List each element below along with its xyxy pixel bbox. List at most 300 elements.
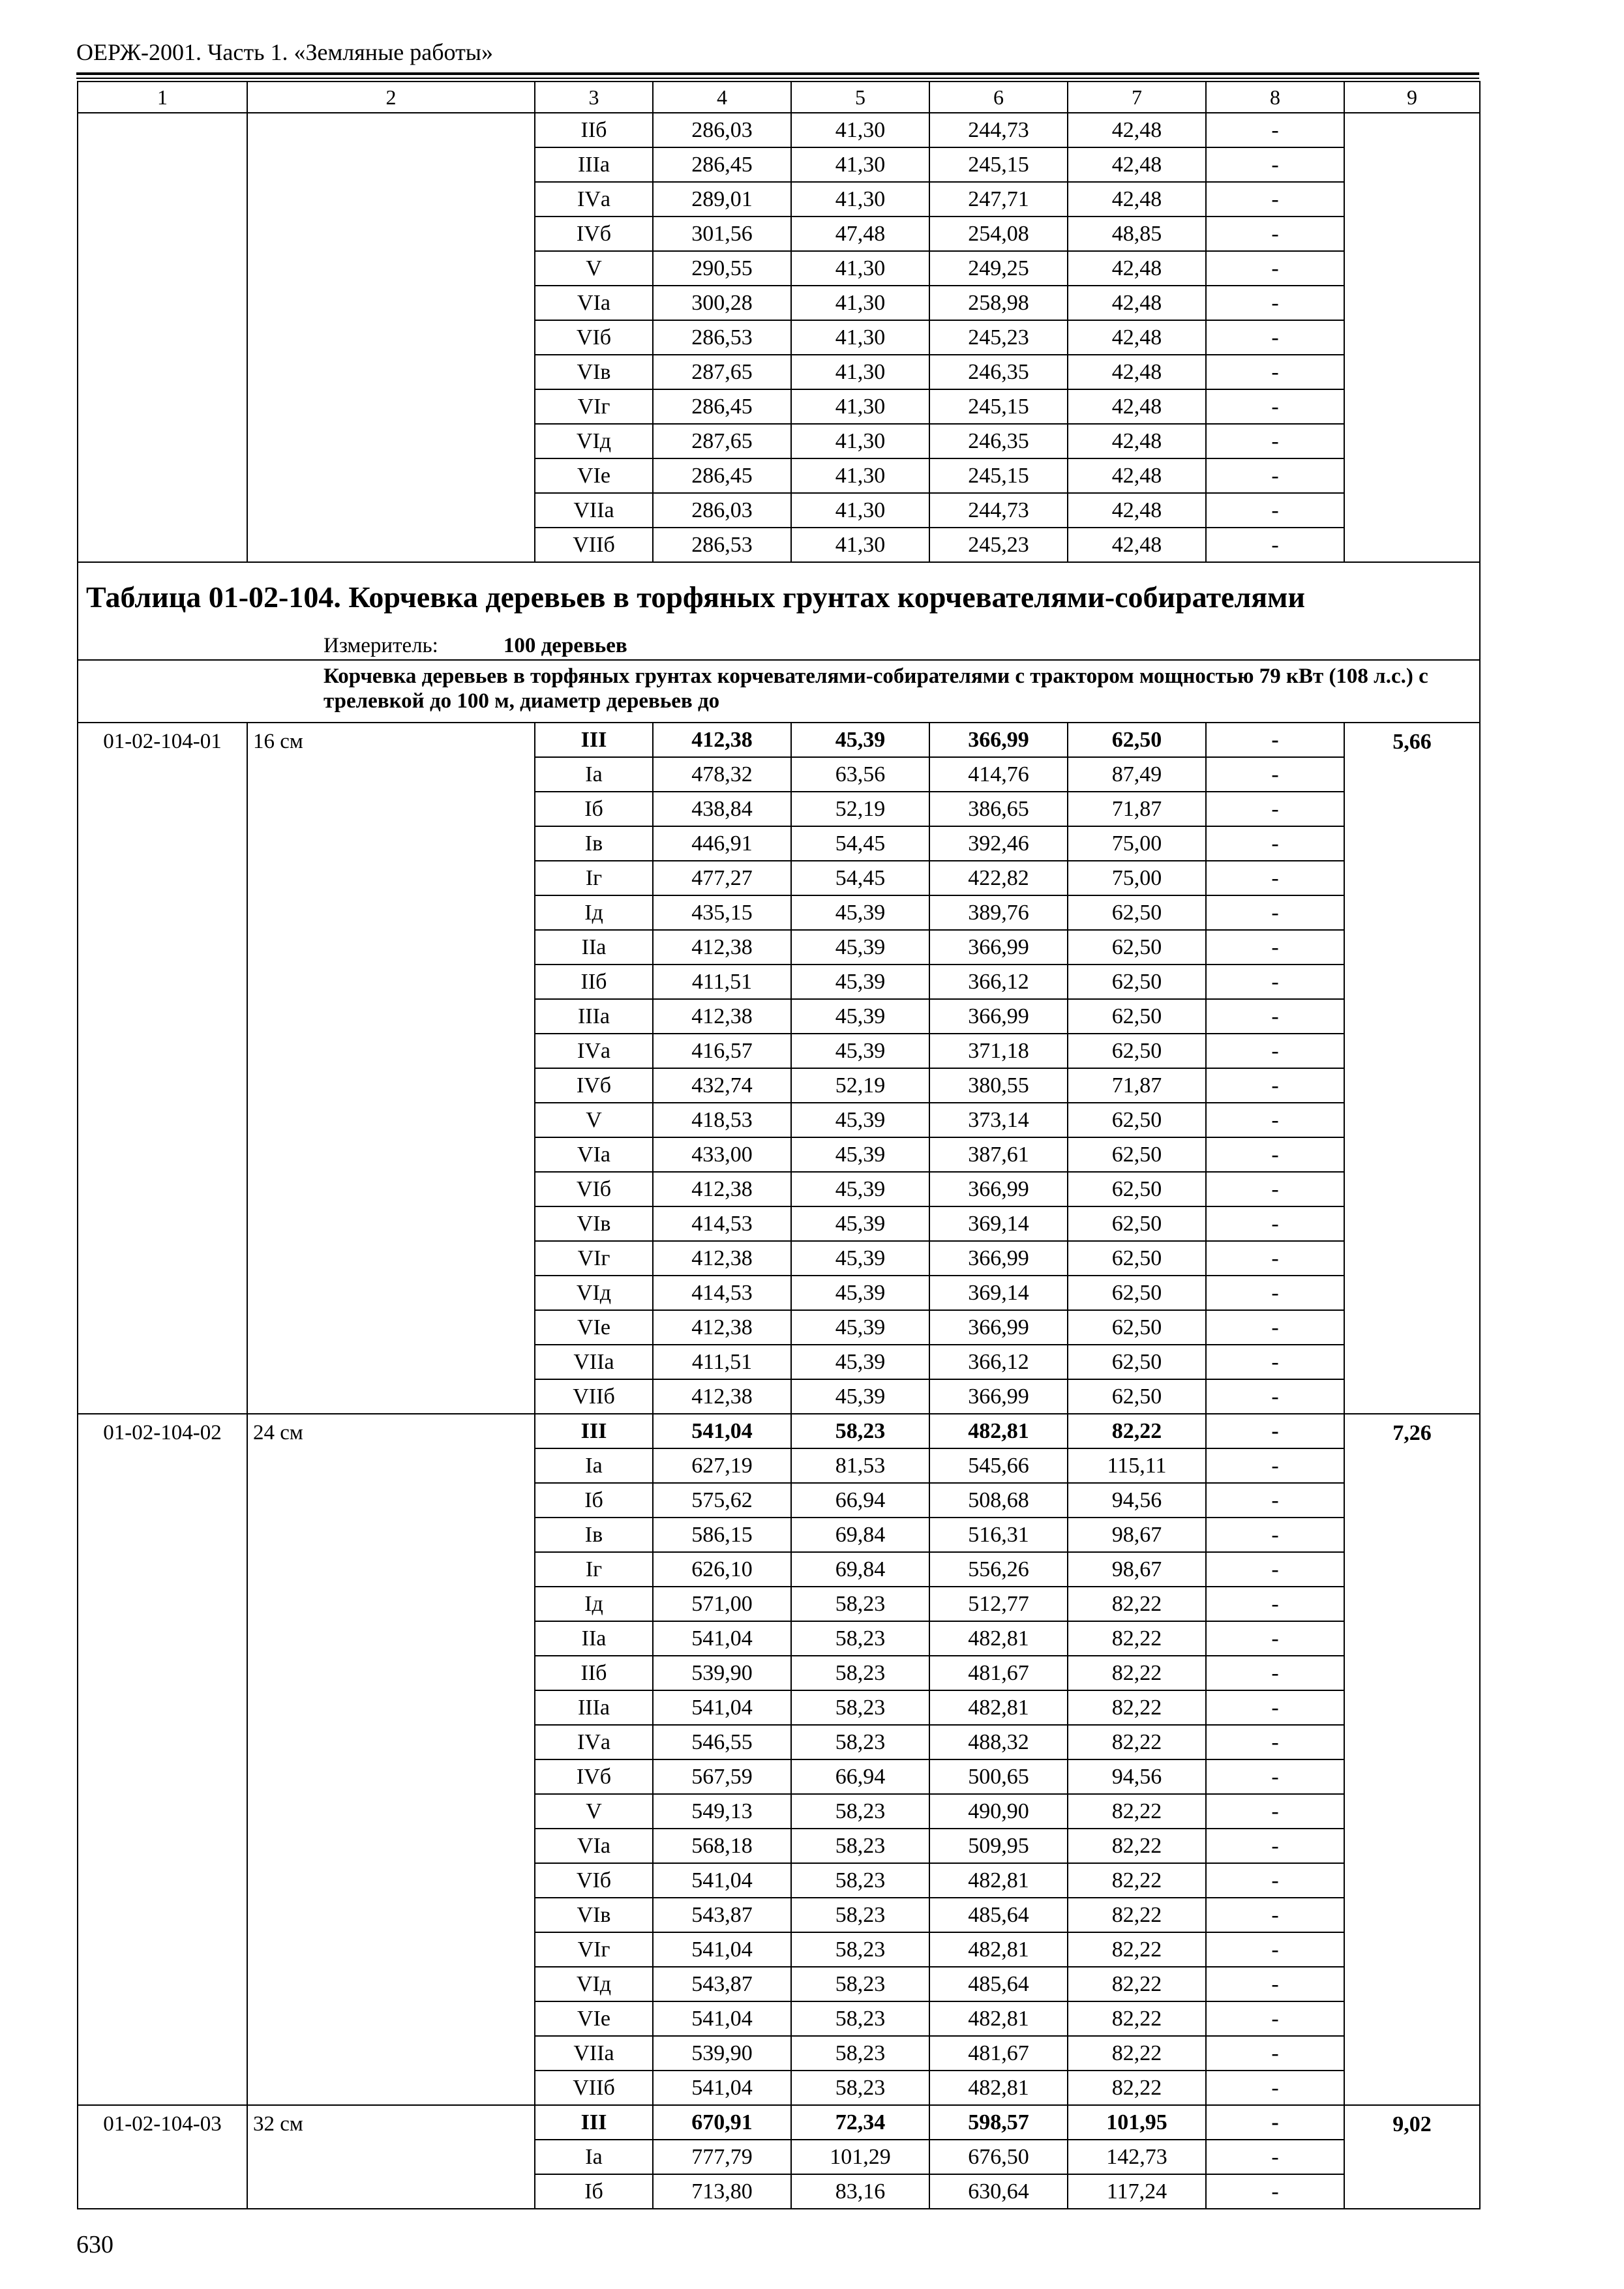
machinists-wages-cell: 62,50 <box>1068 1379 1206 1414</box>
materials-cell: - <box>1206 1483 1344 1518</box>
materials-cell: - <box>1206 217 1344 251</box>
soil-group-cell: VIа <box>535 1137 653 1172</box>
machines-cell: 392,46 <box>929 826 1068 861</box>
soil-group-cell: III <box>535 1414 653 1448</box>
materials-cell: - <box>1206 528 1344 562</box>
machines-cell: 509,95 <box>929 1829 1068 1863</box>
materials-cell: - <box>1206 1276 1344 1310</box>
machines-cell: 247,71 <box>929 182 1068 217</box>
machinists-wages-cell: 42,48 <box>1068 147 1206 182</box>
wages-cell: 58,23 <box>791 1656 929 1690</box>
machinists-wages-cell: 42,48 <box>1068 320 1206 355</box>
materials-cell: - <box>1206 1103 1344 1137</box>
machines-cell: 516,31 <box>929 1518 1068 1552</box>
total-cost-cell: 412,38 <box>653 1310 791 1345</box>
column-number: 7 <box>1068 82 1206 113</box>
machinists-wages-cell: 62,50 <box>1068 1345 1206 1379</box>
materials-cell: - <box>1206 1448 1344 1483</box>
machines-cell: 254,08 <box>929 217 1068 251</box>
machinists-wages-cell: 62,50 <box>1068 1310 1206 1345</box>
machines-cell: 500,65 <box>929 1759 1068 1794</box>
materials-cell: - <box>1206 1967 1344 2001</box>
materials-cell: - <box>1206 826 1344 861</box>
column-number: 3 <box>535 82 653 113</box>
soil-group-cell: VIе <box>535 2001 653 2036</box>
machinists-wages-cell: 115,11 <box>1068 1448 1206 1483</box>
total-cost-cell: 670,91 <box>653 2105 791 2140</box>
machinists-wages-cell: 62,50 <box>1068 1241 1206 1276</box>
parameter-cell <box>247 113 535 562</box>
soil-group-cell: IVа <box>535 1725 653 1759</box>
materials-cell: - <box>1206 1345 1344 1379</box>
machinists-wages-cell: 82,22 <box>1068 1829 1206 1863</box>
item-parameter: 16 см <box>247 723 535 1414</box>
wages-cell: 45,39 <box>791 1206 929 1241</box>
wages-cell: 58,23 <box>791 2036 929 2071</box>
materials-cell: - <box>1206 1518 1344 1552</box>
machinists-wages-cell: 75,00 <box>1068 861 1206 895</box>
machinists-wages-cell: 101,95 <box>1068 2105 1206 2140</box>
wages-cell: 72,34 <box>791 2105 929 2140</box>
wages-cell: 41,30 <box>791 147 929 182</box>
soil-group-cell: VIд <box>535 424 653 458</box>
total-cost-cell: 411,51 <box>653 1345 791 1379</box>
machines-cell: 366,99 <box>929 930 1068 965</box>
materials-cell: - <box>1206 1379 1344 1414</box>
total-cost-cell: 567,59 <box>653 1759 791 1794</box>
wages-cell: 58,23 <box>791 1794 929 1829</box>
wages-cell: 58,23 <box>791 1690 929 1725</box>
materials-cell: - <box>1206 251 1344 286</box>
total-cost-cell: 586,15 <box>653 1518 791 1552</box>
wages-cell: 41,30 <box>791 355 929 389</box>
machines-cell: 387,61 <box>929 1137 1068 1172</box>
wages-cell: 54,45 <box>791 861 929 895</box>
materials-cell: - <box>1206 1725 1344 1759</box>
wages-cell: 45,39 <box>791 1276 929 1310</box>
machinists-wages-cell: 82,22 <box>1068 1621 1206 1656</box>
soil-group-cell: IIа <box>535 930 653 965</box>
soil-group-cell: IVб <box>535 1068 653 1103</box>
wages-cell: 41,30 <box>791 458 929 493</box>
machines-cell: 373,14 <box>929 1103 1068 1137</box>
machinists-wages-cell: 42,48 <box>1068 286 1206 320</box>
machines-cell: 598,57 <box>929 2105 1068 2140</box>
machinists-wages-cell: 82,22 <box>1068 1863 1206 1898</box>
soil-group-cell: V <box>535 1794 653 1829</box>
materials-cell: - <box>1206 930 1344 965</box>
wages-cell: 41,30 <box>791 528 929 562</box>
soil-group-cell: Iб <box>535 2174 653 2209</box>
machines-cell: 366,12 <box>929 1345 1068 1379</box>
machinists-wages-cell: 82,22 <box>1068 1967 1206 2001</box>
total-cost-cell: 412,38 <box>653 1379 791 1414</box>
machines-cell: 488,32 <box>929 1725 1068 1759</box>
materials-cell: - <box>1206 286 1344 320</box>
machinists-wages-cell: 82,22 <box>1068 1656 1206 1690</box>
header-rule <box>76 72 1479 75</box>
wages-cell: 54,45 <box>791 826 929 861</box>
wages-cell: 58,23 <box>791 1967 929 2001</box>
soil-group-cell: IVа <box>535 1034 653 1068</box>
machines-cell: 482,81 <box>929 1932 1068 1967</box>
table-title-row <box>78 562 1480 632</box>
machines-cell: 258,98 <box>929 286 1068 320</box>
machinists-wages-cell: 82,22 <box>1068 1932 1206 1967</box>
machines-cell: 369,14 <box>929 1276 1068 1310</box>
total-cost-cell: 416,57 <box>653 1034 791 1068</box>
machinists-wages-cell: 62,50 <box>1068 1137 1206 1172</box>
materials-cell: - <box>1206 1759 1344 1794</box>
materials-cell: - <box>1206 1829 1344 1863</box>
machinists-wages-cell: 71,87 <box>1068 1068 1206 1103</box>
machinists-wages-cell: 42,48 <box>1068 389 1206 424</box>
soil-group-cell: VIIб <box>535 1379 653 1414</box>
column-number: 9 <box>1344 82 1480 113</box>
machinists-wages-cell: 117,24 <box>1068 2174 1206 2209</box>
soil-group-cell: Iв <box>535 826 653 861</box>
total-cost-cell: 286,53 <box>653 320 791 355</box>
materials-cell: - <box>1206 493 1344 528</box>
wages-cell: 45,39 <box>791 930 929 965</box>
soil-group-cell: VIд <box>535 1276 653 1310</box>
description-row <box>78 660 1480 723</box>
machinists-wages-cell: 98,67 <box>1068 1552 1206 1587</box>
materials-cell: - <box>1206 1898 1344 1932</box>
wages-cell: 45,39 <box>791 999 929 1034</box>
materials-cell: - <box>1206 1414 1344 1448</box>
total-cost-cell: 412,38 <box>653 1241 791 1276</box>
machinists-wages-cell: 82,22 <box>1068 1898 1206 1932</box>
total-cost-cell: 438,84 <box>653 792 791 826</box>
item-parameter: 32 см <box>247 2105 535 2209</box>
machines-cell: 245,23 <box>929 528 1068 562</box>
soil-group-cell: VIе <box>535 458 653 493</box>
soil-group-cell: Iв <box>535 1518 653 1552</box>
soil-group-cell: Iа <box>535 757 653 792</box>
total-cost-cell: 414,53 <box>653 1276 791 1310</box>
machinists-wages-cell: 82,22 <box>1068 1794 1206 1829</box>
wages-cell: 41,30 <box>791 113 929 147</box>
machines-cell: 482,81 <box>929 1621 1068 1656</box>
machines-cell: 481,67 <box>929 2036 1068 2071</box>
wages-cell: 47,48 <box>791 217 929 251</box>
item-parameter: 24 см <box>247 1414 535 2105</box>
wages-cell: 66,94 <box>791 1483 929 1518</box>
column-number-row <box>78 82 1480 113</box>
soil-group-cell: VIг <box>535 1241 653 1276</box>
total-cost-cell: 541,04 <box>653 1414 791 1448</box>
total-cost-cell: 286,45 <box>653 458 791 493</box>
soil-group-cell: VIе <box>535 1310 653 1345</box>
machinists-wages-cell: 94,56 <box>1068 1483 1206 1518</box>
machinists-wages-cell: 71,87 <box>1068 792 1206 826</box>
soil-group-cell: VIIа <box>535 2036 653 2071</box>
materials-cell: - <box>1206 1587 1344 1621</box>
total-cost-cell: 543,87 <box>653 1898 791 1932</box>
wages-cell: 41,30 <box>791 286 929 320</box>
soil-group-cell: III <box>535 723 653 757</box>
unit-cell <box>78 632 1480 660</box>
machines-cell: 371,18 <box>929 1034 1068 1068</box>
soil-group-cell: Iб <box>535 1483 653 1518</box>
soil-group-cell: Iа <box>535 2140 653 2174</box>
table-title: Таблица 01-02-104. Корчевка деревьев в торфяных грунтах корчевателями-собирателями <box>78 562 1480 632</box>
machines-cell: 512,77 <box>929 1587 1068 1621</box>
machinists-wages-cell: 62,50 <box>1068 1206 1206 1241</box>
labor-cost-value: 9,02 <box>1344 2105 1480 2209</box>
soil-group-cell: IVб <box>535 1759 653 1794</box>
soil-group-cell: IIIа <box>535 999 653 1034</box>
wages-cell: 45,39 <box>791 1379 929 1414</box>
table-body <box>78 82 1480 2209</box>
machinists-wages-cell: 98,67 <box>1068 1518 1206 1552</box>
machines-cell: 481,67 <box>929 1656 1068 1690</box>
materials-cell: - <box>1206 1621 1344 1656</box>
materials-cell: - <box>1206 861 1344 895</box>
soil-group-cell: VIв <box>535 1206 653 1241</box>
machinists-wages-cell: 42,48 <box>1068 355 1206 389</box>
wages-cell: 52,19 <box>791 792 929 826</box>
machinists-wages-cell: 94,56 <box>1068 1759 1206 1794</box>
total-cost-cell: 286,03 <box>653 493 791 528</box>
wages-cell: 41,30 <box>791 251 929 286</box>
machines-cell: 366,99 <box>929 723 1068 757</box>
soil-group-cell: IIIа <box>535 147 653 182</box>
machines-cell: 485,64 <box>929 1967 1068 2001</box>
machines-cell: 676,50 <box>929 2140 1068 2174</box>
materials-cell: - <box>1206 792 1344 826</box>
total-cost-cell: 568,18 <box>653 1829 791 1863</box>
machines-cell: 389,76 <box>929 895 1068 930</box>
wages-cell: 45,39 <box>791 965 929 999</box>
wages-cell: 58,23 <box>791 1898 929 1932</box>
machinists-wages-cell: 82,22 <box>1068 1414 1206 1448</box>
wages-cell: 41,30 <box>791 320 929 355</box>
materials-cell: - <box>1206 1310 1344 1345</box>
wages-cell: 45,39 <box>791 895 929 930</box>
materials-cell: - <box>1206 2001 1344 2036</box>
total-cost-cell: 541,04 <box>653 1863 791 1898</box>
work-description: Корчевка деревьев в торфяных грунтах корчевателями-собирателями с трактором мощностью 79 кВт (108 л.с.) с трелевкой до 100 м, диаметр деревьев до <box>78 660 1480 723</box>
materials-cell: - <box>1206 1172 1344 1206</box>
wages-cell: 101,29 <box>791 2140 929 2174</box>
soil-group-cell: VIд <box>535 1967 653 2001</box>
machinists-wages-cell: 75,00 <box>1068 826 1206 861</box>
total-cost-cell: 433,00 <box>653 1137 791 1172</box>
total-cost-cell: 541,04 <box>653 2071 791 2105</box>
wages-cell: 41,30 <box>791 493 929 528</box>
machinists-wages-cell: 62,50 <box>1068 1034 1206 1068</box>
materials-cell: - <box>1206 1932 1344 1967</box>
wages-cell: 63,56 <box>791 757 929 792</box>
table-row <box>78 113 1480 147</box>
machines-cell: 246,35 <box>929 424 1068 458</box>
machinists-wages-cell: 42,48 <box>1068 528 1206 562</box>
machines-cell: 366,99 <box>929 1241 1068 1276</box>
materials-cell: - <box>1206 147 1344 182</box>
soil-group-cell: IVб <box>535 217 653 251</box>
materials-cell: - <box>1206 2174 1344 2209</box>
wages-cell: 45,39 <box>791 1137 929 1172</box>
total-cost-cell: 541,04 <box>653 1932 791 1967</box>
soil-group-cell: IIб <box>535 113 653 147</box>
machinists-wages-cell: 82,22 <box>1068 1690 1206 1725</box>
machines-cell: 380,55 <box>929 1068 1068 1103</box>
machinists-wages-cell: 87,49 <box>1068 757 1206 792</box>
materials-cell: - <box>1206 1690 1344 1725</box>
labor-cost-value: 7,26 <box>1344 1414 1480 2105</box>
materials-cell: - <box>1206 895 1344 930</box>
wages-cell: 58,23 <box>791 2001 929 2036</box>
total-cost-cell: 446,91 <box>653 826 791 861</box>
soil-group-cell: IIIа <box>535 1690 653 1725</box>
machines-cell: 245,15 <box>929 147 1068 182</box>
machinists-wages-cell: 42,48 <box>1068 182 1206 217</box>
unit-label: Измеритель: <box>323 633 438 657</box>
machinists-wages-cell: 62,50 <box>1068 723 1206 757</box>
machines-cell: 366,99 <box>929 1310 1068 1345</box>
code-cell <box>78 113 247 562</box>
page-number: 630 <box>76 2231 113 2258</box>
materials-cell: - <box>1206 1206 1344 1241</box>
materials-cell: - <box>1206 1241 1344 1276</box>
machinists-wages-cell: 62,50 <box>1068 1103 1206 1137</box>
total-cost-cell: 777,79 <box>653 2140 791 2174</box>
total-cost-cell: 287,65 <box>653 424 791 458</box>
machinists-wages-cell: 62,50 <box>1068 999 1206 1034</box>
wages-cell: 58,23 <box>791 1621 929 1656</box>
machinists-wages-cell: 82,22 <box>1068 2036 1206 2071</box>
soil-group-cell: Iа <box>535 1448 653 1483</box>
total-cost-cell: 626,10 <box>653 1552 791 1587</box>
materials-cell: - <box>1206 2036 1344 2071</box>
machines-cell: 386,65 <box>929 792 1068 826</box>
machines-cell: 482,81 <box>929 1414 1068 1448</box>
machines-cell: 422,82 <box>929 861 1068 895</box>
running-header: ОЕРЖ-2001. Часть 1. «Земляные работы» <box>76 39 493 65</box>
materials-cell: - <box>1206 458 1344 493</box>
total-cost-cell: 627,19 <box>653 1448 791 1483</box>
table-row <box>78 723 1480 757</box>
labor-cost-cell <box>1344 113 1480 562</box>
soil-group-cell: VIIб <box>535 528 653 562</box>
materials-cell: - <box>1206 2071 1344 2105</box>
unit-value: 100 деревьев <box>503 633 627 657</box>
total-cost-cell: 286,45 <box>653 389 791 424</box>
machines-cell: 246,35 <box>929 355 1068 389</box>
soil-group-cell: VIIа <box>535 493 653 528</box>
total-cost-cell: 539,90 <box>653 2036 791 2071</box>
item-code: 01-02-104-01 <box>78 723 247 1414</box>
header-rule-thin <box>76 78 1479 79</box>
materials-cell: - <box>1206 1034 1344 1068</box>
total-cost-cell: 541,04 <box>653 2001 791 2036</box>
machines-cell: 244,73 <box>929 113 1068 147</box>
total-cost-cell: 543,87 <box>653 1967 791 2001</box>
table-row <box>78 2105 1480 2140</box>
machines-cell: 249,25 <box>929 251 1068 286</box>
wages-cell: 45,39 <box>791 1241 929 1276</box>
norms-table <box>77 81 1481 2209</box>
total-cost-cell: 478,32 <box>653 757 791 792</box>
column-number: 1 <box>78 82 247 113</box>
machines-cell: 244,73 <box>929 493 1068 528</box>
machinists-wages-cell: 82,22 <box>1068 2071 1206 2105</box>
total-cost-cell: 411,51 <box>653 965 791 999</box>
unit-row <box>78 632 1480 660</box>
wages-cell: 58,23 <box>791 1863 929 1898</box>
total-cost-cell: 541,04 <box>653 1690 791 1725</box>
wages-cell: 58,23 <box>791 1932 929 1967</box>
materials-cell: - <box>1206 757 1344 792</box>
machinists-wages-cell: 142,73 <box>1068 2140 1206 2174</box>
total-cost-cell: 286,03 <box>653 113 791 147</box>
wages-cell: 69,84 <box>791 1552 929 1587</box>
total-cost-cell: 301,56 <box>653 217 791 251</box>
wages-cell: 41,30 <box>791 389 929 424</box>
machinists-wages-cell: 82,22 <box>1068 2001 1206 2036</box>
total-cost-cell: 412,38 <box>653 999 791 1034</box>
total-cost-cell: 300,28 <box>653 286 791 320</box>
machines-cell: 245,15 <box>929 389 1068 424</box>
wages-cell: 58,23 <box>791 1829 929 1863</box>
wages-cell: 58,23 <box>791 1587 929 1621</box>
machinists-wages-cell: 62,50 <box>1068 1276 1206 1310</box>
machines-cell: 630,64 <box>929 2174 1068 2209</box>
wages-cell: 83,16 <box>791 2174 929 2209</box>
wages-cell: 45,39 <box>791 1034 929 1068</box>
machines-cell: 482,81 <box>929 2001 1068 2036</box>
wages-cell: 45,39 <box>791 1103 929 1137</box>
total-cost-cell: 289,01 <box>653 182 791 217</box>
soil-group-cell: VIа <box>535 1829 653 1863</box>
soil-group-cell: IIа <box>535 1621 653 1656</box>
materials-cell: - <box>1206 424 1344 458</box>
wages-cell: 52,19 <box>791 1068 929 1103</box>
total-cost-cell: 571,00 <box>653 1587 791 1621</box>
materials-cell: - <box>1206 355 1344 389</box>
machinists-wages-cell: 62,50 <box>1068 965 1206 999</box>
machines-cell: 366,99 <box>929 1379 1068 1414</box>
soil-group-cell: VIIа <box>535 1345 653 1379</box>
materials-cell: - <box>1206 723 1344 757</box>
soil-group-cell: Iг <box>535 861 653 895</box>
machinists-wages-cell: 42,48 <box>1068 424 1206 458</box>
soil-group-cell: VIIб <box>535 2071 653 2105</box>
wages-cell: 81,53 <box>791 1448 929 1483</box>
wages-cell: 58,23 <box>791 2071 929 2105</box>
soil-group-cell: V <box>535 1103 653 1137</box>
total-cost-cell: 412,38 <box>653 930 791 965</box>
materials-cell: - <box>1206 1552 1344 1587</box>
soil-group-cell: Iг <box>535 1552 653 1587</box>
wages-cell: 45,39 <box>791 1310 929 1345</box>
machines-cell: 508,68 <box>929 1483 1068 1518</box>
machines-cell: 485,64 <box>929 1898 1068 1932</box>
column-number: 6 <box>929 82 1068 113</box>
machinists-wages-cell: 42,48 <box>1068 458 1206 493</box>
total-cost-cell: 435,15 <box>653 895 791 930</box>
total-cost-cell: 286,53 <box>653 528 791 562</box>
machinists-wages-cell: 48,85 <box>1068 217 1206 251</box>
materials-cell: - <box>1206 2105 1344 2140</box>
soil-group-cell: Iд <box>535 895 653 930</box>
wages-cell: 41,30 <box>791 424 929 458</box>
wages-cell: 69,84 <box>791 1518 929 1552</box>
materials-cell: - <box>1206 1863 1344 1898</box>
machines-cell: 482,81 <box>929 2071 1068 2105</box>
